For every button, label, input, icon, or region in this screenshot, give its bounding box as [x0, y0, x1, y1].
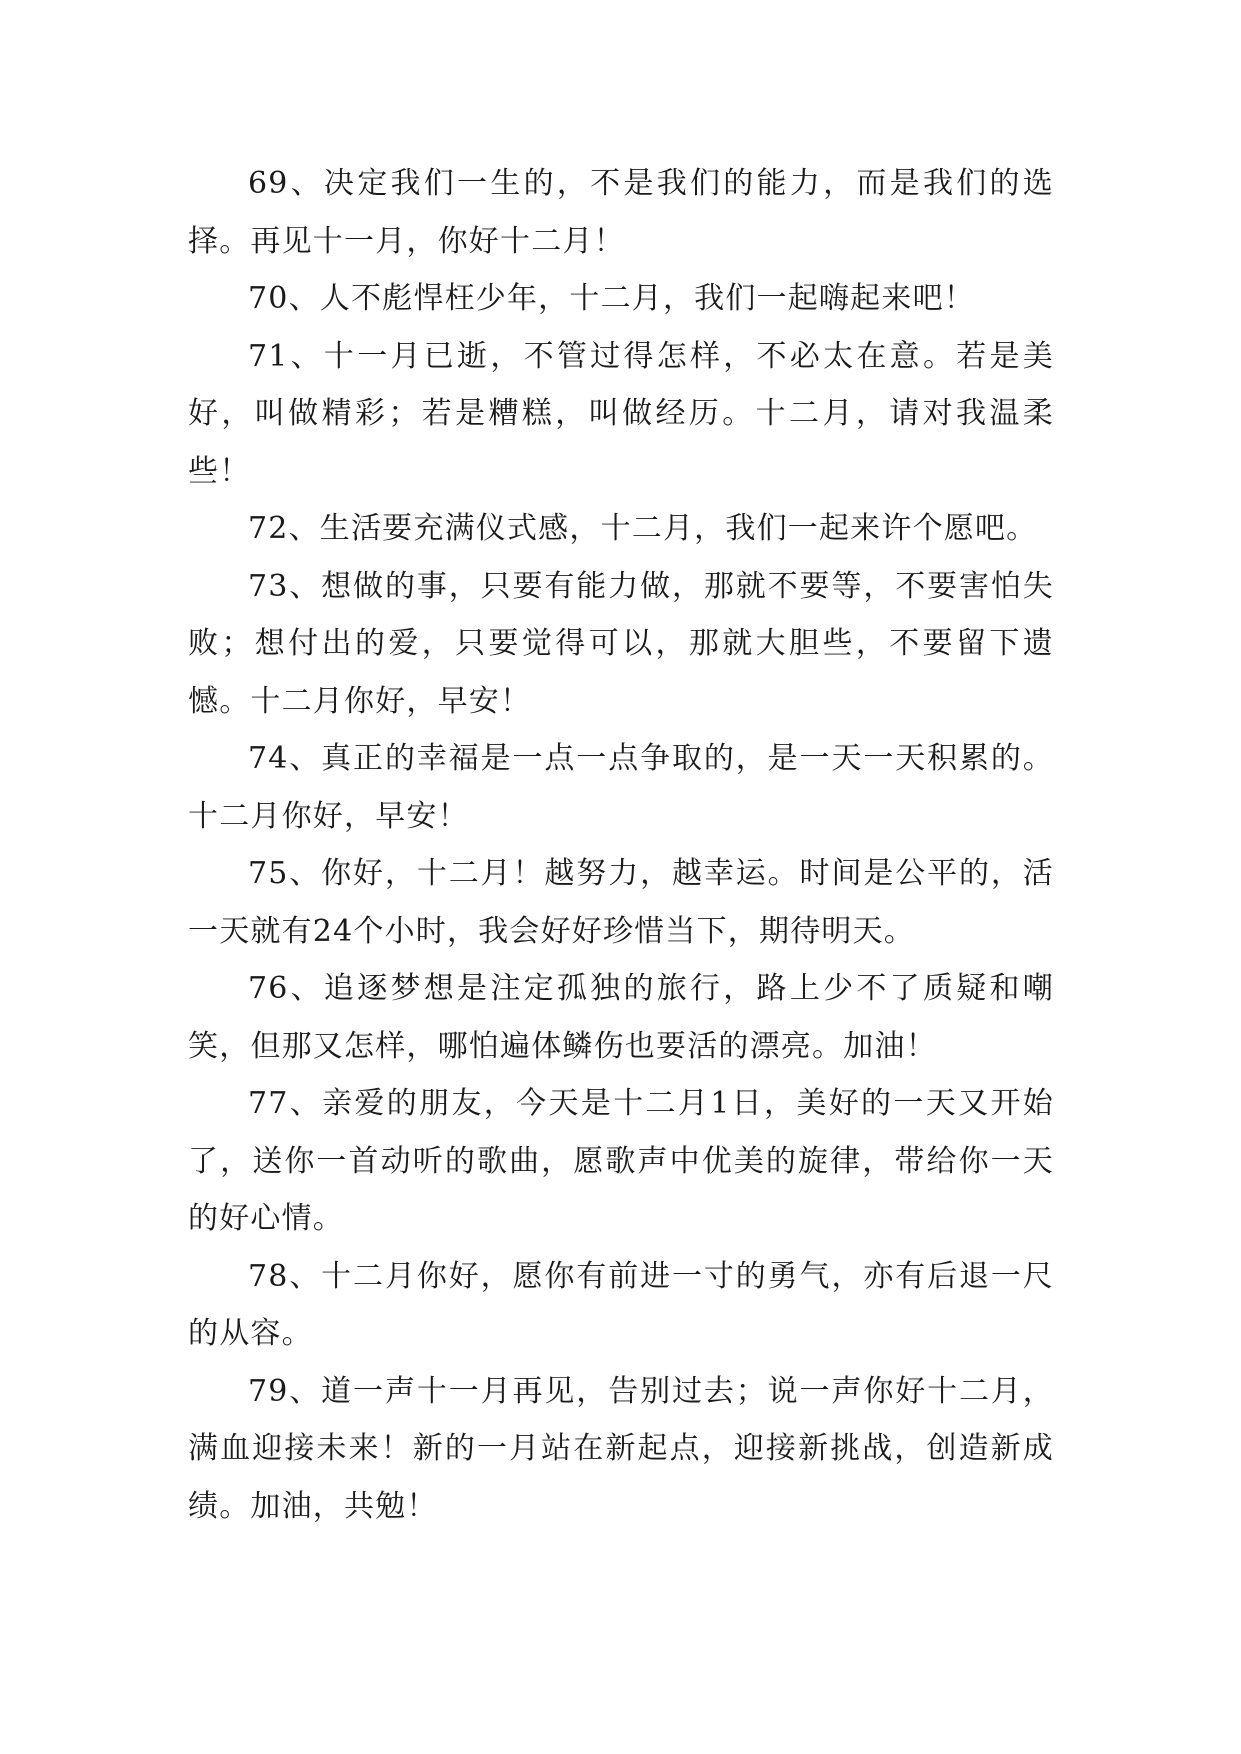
paragraph-76: 76、追逐梦想是注定孤独的旅行，路上少不了质疑和嘲笑，但那又怎样，哪怕遍体鳞伤也要活的漂亮。加油！ — [188, 971, 1054, 1064]
paragraph-78: 78、十二月你好，愿你有前进一寸的勇气，亦有后退一尺的从容。 — [188, 1258, 1054, 1351]
paragraph-72: 72、生活要充满仪式感，十二月，我们一起来许个愿吧。 — [248, 511, 1038, 546]
paragraph-69: 69、决定我们一生的，不是我们的能力，而是我们的选择。再见十一月，你好十二月！ — [188, 166, 1054, 259]
paragraph-70: 70、人不彪悍枉少年，十二月，我们一起嗨起来吧！ — [248, 281, 975, 316]
paragraph-74: 74、真正的幸福是一点一点争取的，是一天一天积累的。十二月你好，早安！ — [188, 741, 1054, 834]
document-body — [188, 155, 1054, 1535]
paragraph-77: 77、亲爱的朋友，今天是十二月1日，美好的一天又开始了，送你一首动听的歌曲，愿歌声中优美的旋律，带给你一天的好心情。 — [188, 1086, 1054, 1236]
paragraph-71: 71、十一月已逝，不管过得怎样，不必太在意。若是美好，叫做精彩；若是糟糕，叫做经历。十二月，请对我温柔些！ — [188, 338, 1054, 489]
paragraph-79: 79、道一声十一月再见，告别过去；说一声你好十二月，满血迎接未来！新的一月站在新起点，迎接新挑战，创造新成绩。加油，共勉！ — [188, 1373, 1054, 1524]
paragraph-75: 75、你好，十二月！越努力，越幸运。时间是公平的，活一天就有24个小时，我会好好珍惜当下，期待明天。 — [188, 856, 1054, 949]
paragraph-73: 73、想做的事，只要有能力做，那就不要等，不要害怕失败；想付出的爱，只要觉得可以，那就大胆些，不要留下遗憾。十二月你好，早安！ — [188, 568, 1054, 719]
